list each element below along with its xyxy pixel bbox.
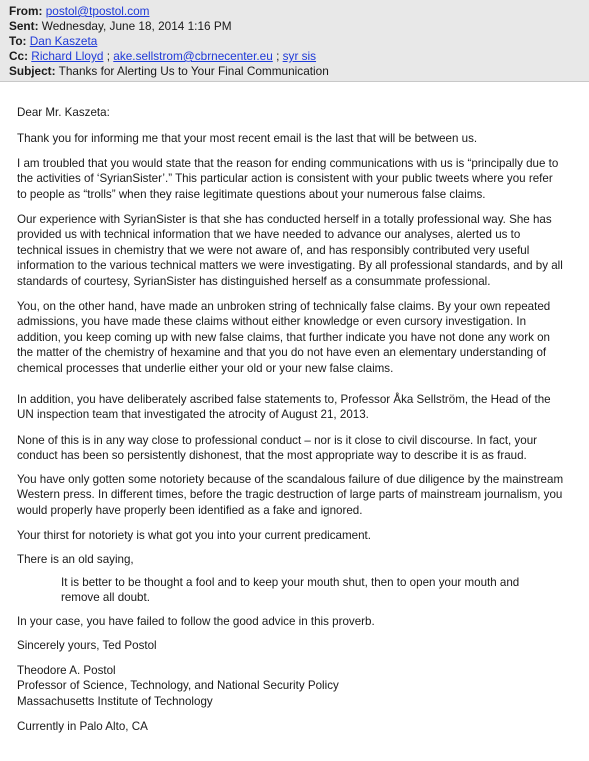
to-label: To: (9, 34, 27, 48)
closing: Sincerely yours, Ted Postol (17, 639, 157, 652)
paragraph-syriansister (17, 212, 583, 289)
text-line: standards of courtesy, SyrianSister has distinguished herself as a consummate professional. (17, 274, 491, 288)
from-label: From: (9, 4, 43, 18)
cc-label: Cc: (9, 49, 29, 63)
signature-title: Professor of Science, Technology, and National Security Policy (17, 679, 339, 693)
from-row (9, 4, 149, 18)
text-line: the activities of ‘SyrianSister’.” This particular action is consistent with your public tweets where you refer (17, 172, 553, 186)
paragraph-false-claims (17, 299, 583, 376)
text-line: None of this is in any way close to professional conduct – nor is it close to civil discourse. In fact, your (17, 434, 538, 447)
cc-recipient-link[interactable]: Richard Lloyd (31, 49, 104, 63)
sent-label: Sent: (9, 19, 39, 33)
sent-value: Wednesday, June 18, 2014 1:16 PM (41, 19, 232, 33)
cc-separator: ; (106, 49, 110, 63)
cc-row (9, 49, 316, 63)
text-line: remove all doubt. (61, 591, 150, 605)
signature-institution: Massachusetts Institute of Technology (17, 694, 213, 708)
subject-row (9, 64, 329, 78)
signature-name: Theodore A. Postol (17, 664, 116, 677)
text-line: You, on the other hand, have made an unbroken string of technically false claims. By your own repeated (17, 300, 551, 313)
text-line: the matter of the chemistry of hexamine and that you do not have even an elementary understanding of (17, 346, 547, 360)
to-recipient-link[interactable]: Dan Kaszeta (29, 34, 98, 48)
subject-label: Subject: (9, 64, 56, 78)
to-row (9, 34, 97, 48)
signature-block (17, 663, 583, 709)
text-line: to people as “trolls” when they raise legitimate questions about your numerous false claims. (17, 187, 486, 201)
sent-row (9, 19, 232, 33)
cc-recipient-link[interactable]: ake.sellstrom@cbrnecenter.eu (113, 49, 273, 63)
email-header (0, 0, 589, 82)
text-line: UN inspection team that investigated the atrocity of August 21, 2013. (17, 408, 369, 422)
paragraph-conduct (17, 433, 583, 464)
text-line: technical issues in chemistry that we were not aware of, and has responsibly contributed very useful (17, 243, 530, 257)
proverb-quote (61, 575, 571, 606)
paragraph-notoriety (17, 472, 583, 518)
text-line: chemical processes that underlie either your old or your new false claims. (17, 361, 394, 375)
paragraph-advice: In your case, you have failed to follow the good advice in this proverb. (17, 615, 375, 628)
cc-separator: ; (276, 49, 280, 63)
text-line: admissions, you have made these claims without either knowledge or even cursory investigation. In (17, 315, 527, 329)
location-line: Currently in Palo Alto, CA (17, 720, 148, 733)
text-line: In addition, you have deliberately ascribed false statements to, Professor Åka Sellström, the Head of the (17, 393, 551, 406)
from-email-link[interactable]: postol@tpostol.com (45, 4, 150, 18)
text-line: would properly have properly been identified as a fake and ignored. (17, 503, 363, 517)
text-line: I am troubled that you would state that the reason for ending communications with us is “principally due to (17, 157, 559, 170)
text-line: You have only gotten some notoriety because of the scandalous failure of due diligence by the mainstream (17, 473, 564, 486)
text-line: Our experience with SyrianSister is that she has conducted herself in a totally professional way. She has (17, 213, 552, 226)
cc-recipient-link[interactable]: syr sis (282, 49, 317, 63)
text-line: addition, you keep coming up with new false claims, that further indicate you have not done any work on (17, 330, 550, 344)
paragraph-thirst: Your thirst for notoriety is what got you into your current predicament. (17, 529, 371, 542)
text-line: information to the various technical matters we were investigating. By all professional standards, and by all (17, 259, 563, 273)
text-line: conduct has been so persistently dishonest, that the most appropriate way to describe it is as fraud. (17, 449, 527, 463)
paragraph-thanks: Thank you for informing me that your most recent email is the last that will be between us. (17, 132, 478, 145)
paragraph-sellstrom (17, 392, 583, 423)
text-line: It is better to be thought a fool and to keep your mouth shut, then to open your mouth and (61, 576, 520, 589)
paragraph-saying: There is an old saying, (17, 553, 134, 566)
paragraph-troubled (17, 156, 583, 202)
subject-value: Thanks for Alerting Us to Your Final Communication (58, 64, 329, 78)
text-line: provided us with technical information that we have needed to advance our analyses, alerted us to (17, 228, 521, 242)
salutation: Dear Mr. Kaszeta: (17, 106, 110, 119)
text-line: Western press. In different times, before the tragic destruction of large parts of mainstream journalism, you (17, 488, 563, 502)
